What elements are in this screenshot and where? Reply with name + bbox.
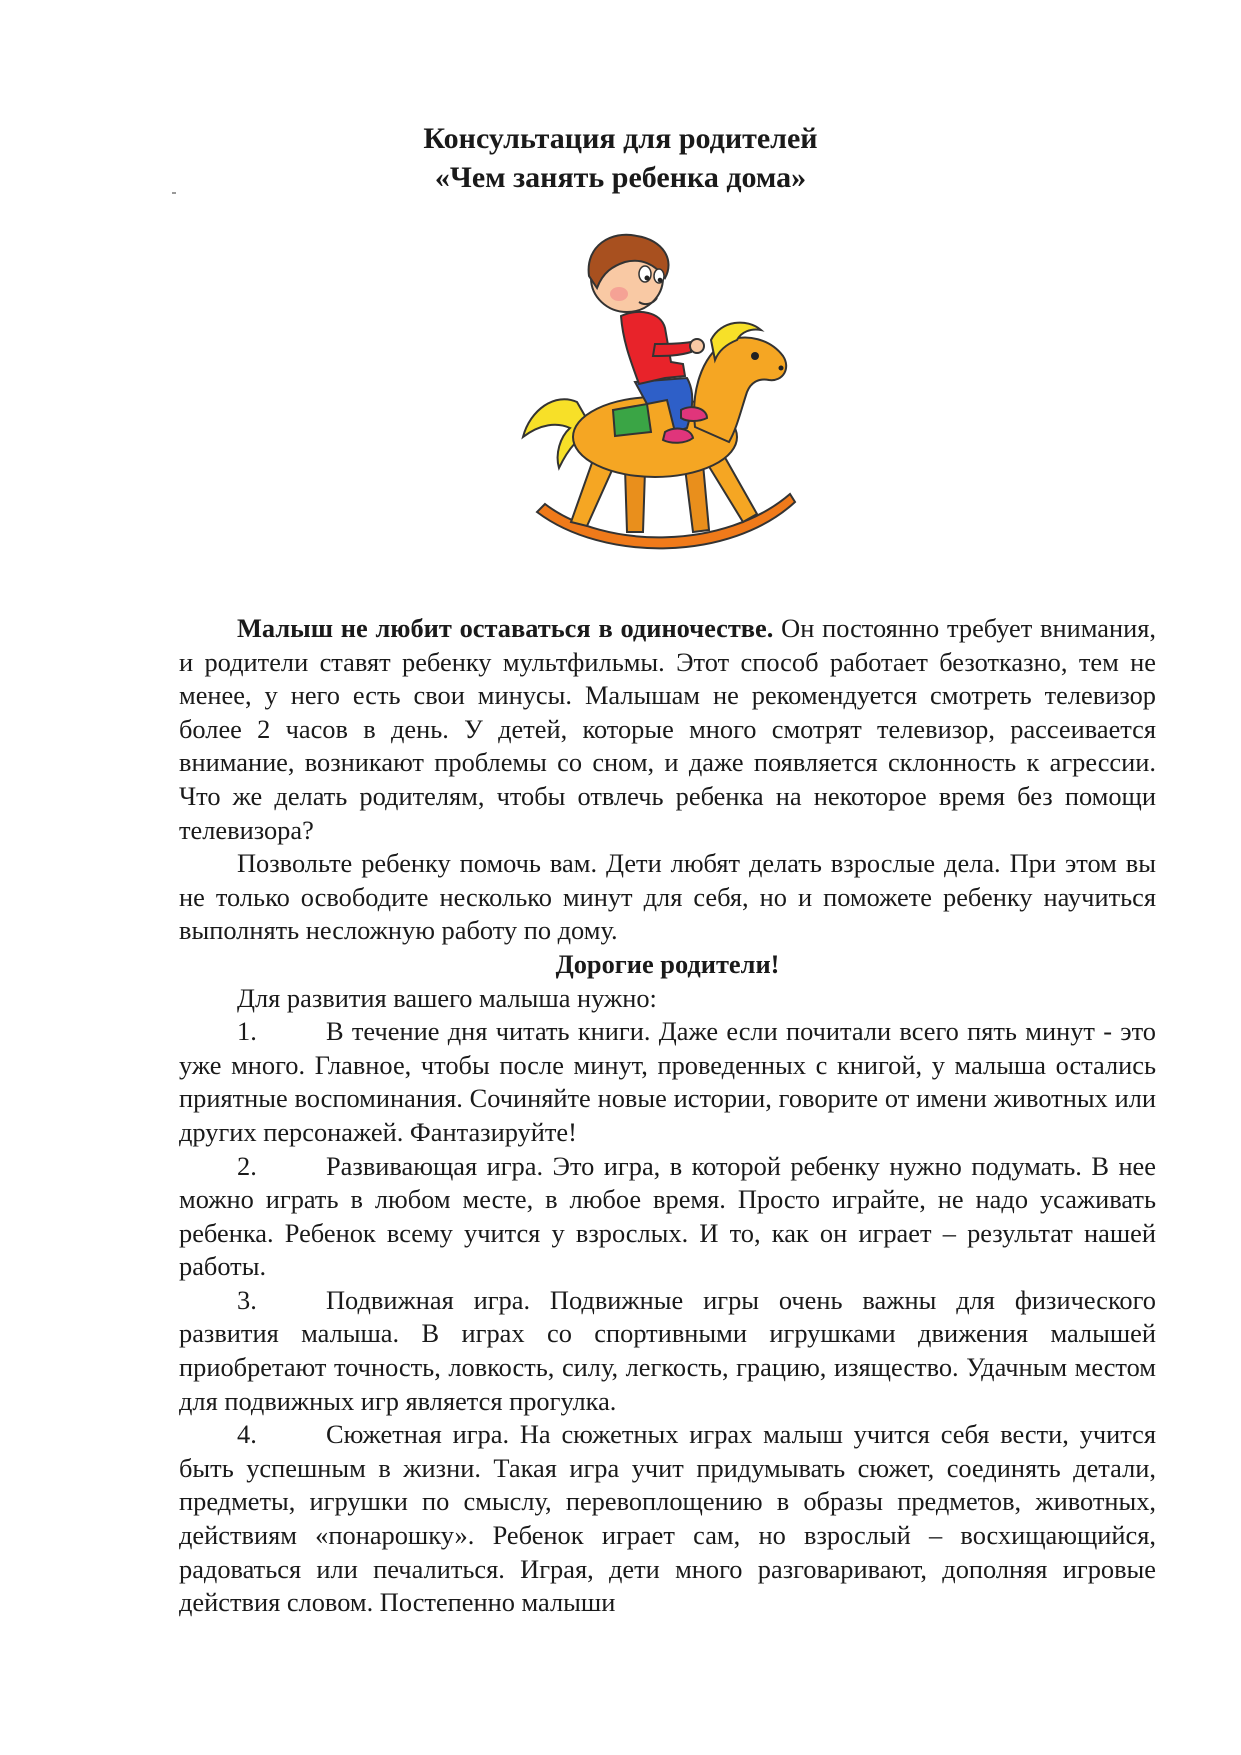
boy-eye bbox=[639, 266, 651, 282]
list-item bbox=[179, 1150, 1156, 1284]
list-item-text: Сюжетная игра. На сюжетных играх малыш учится себя вести, учится быть успешным в жизни. Такая игра учит придумывать сюжет, соединять детали, предметы, игрушки по смыслу, перевоплощению в образы предметов, животных, действиям «понарошку». Ребенок играет сам, но взрослый – восхищающийся, радоваться или печалиться. Играя, дети много разговаривают, дополняя игровые действия словом. Постепенно малыши bbox=[179, 1419, 1156, 1618]
list-item-number: 1. bbox=[237, 1016, 257, 1047]
horse-nostril bbox=[779, 366, 784, 371]
list-item-text: Подвижная игра. Подвижные игры очень важны для физического развития малыша. В играх со спортивными игрушками движения малышей приобретают точность, ловкость, силу, легкость, грацию, изящество. Удачным местом для подвижных игр является прогулка. bbox=[179, 1284, 1156, 1416]
list-item-text: В течение дня читать книги. Даже если почитали всего пять минут - это уже много. Главное, чтобы после минут, проведенных с книгой, у малыша остались приятные воспоминания. Сочиняйте новые истории, говорите от имени животных или других персонажей. Фантазируйте! bbox=[179, 1016, 1156, 1147]
boy-arm bbox=[653, 342, 691, 356]
list-item bbox=[179, 1418, 1156, 1620]
boy-pupil-2 bbox=[658, 278, 663, 283]
horse-saddle bbox=[613, 404, 651, 436]
boy-shoe bbox=[663, 429, 693, 443]
boy-cheek bbox=[610, 287, 628, 301]
list-item-number: 3. bbox=[237, 1284, 257, 1315]
document-subtitle: «Чем занять ребенка дома» bbox=[434, 161, 807, 194]
horse-eye bbox=[751, 352, 759, 360]
paragraph-help: Позвольте ребенку помочь вам. Дети любят делать взрослые дела. При этом вы не только освободите несколько минут для себя, но и поможете ребенку научиться выполнять несложную работу по дому. bbox=[179, 848, 1156, 946]
list-intro: Для развития вашего малыша нужно: bbox=[237, 982, 657, 1013]
list-item-number: 4. bbox=[237, 1419, 257, 1450]
list-item-text: Развивающая игра. Это игра, в которой ребенку нужно подумать. В нее можно играть в любом месте, в любое время. Просто играйте, не надо усаживать ребенка. Ребенок всему учится у взрослых. И то, как он играет – результат нашей работы. bbox=[179, 1150, 1156, 1282]
list-item bbox=[179, 1284, 1156, 1418]
section-heading: Дорогие родители! bbox=[555, 948, 780, 979]
boy-shoe-2 bbox=[681, 407, 707, 421]
list-item bbox=[179, 1015, 1156, 1149]
intro-paragraph bbox=[179, 612, 1156, 847]
intro-rest: Он постоянно требует внимания, и родители ставят ребенку мультфильмы. Этот способ работает безотказно, тем не менее, у него есть свои минусы. Малышам не рекомендуется смотреть телевизор более 2 часов в день. У детей, которые много смотрят телевизор, рассеивается внимание, возникают проблемы со сном, и даже появляется склонность к агрессии. Что же делать родителям, чтобы отвлечь ребенка на некоторое время без помощи телевизора? bbox=[179, 613, 1156, 845]
boy-hand bbox=[690, 339, 704, 353]
boy-pupil bbox=[645, 276, 650, 281]
intro-bold-lead: Малыш не любит оставаться в одиночестве. bbox=[237, 613, 774, 643]
list-item-number: 2. bbox=[237, 1150, 257, 1181]
horse-leg-back-2 bbox=[625, 468, 645, 532]
child-on-rocking-horse-icon bbox=[515, 232, 815, 562]
document-title: Консультация для родителей bbox=[423, 122, 818, 155]
scan-mark bbox=[172, 192, 176, 194]
document-body bbox=[179, 612, 1156, 1620]
horse-neck bbox=[694, 338, 786, 442]
